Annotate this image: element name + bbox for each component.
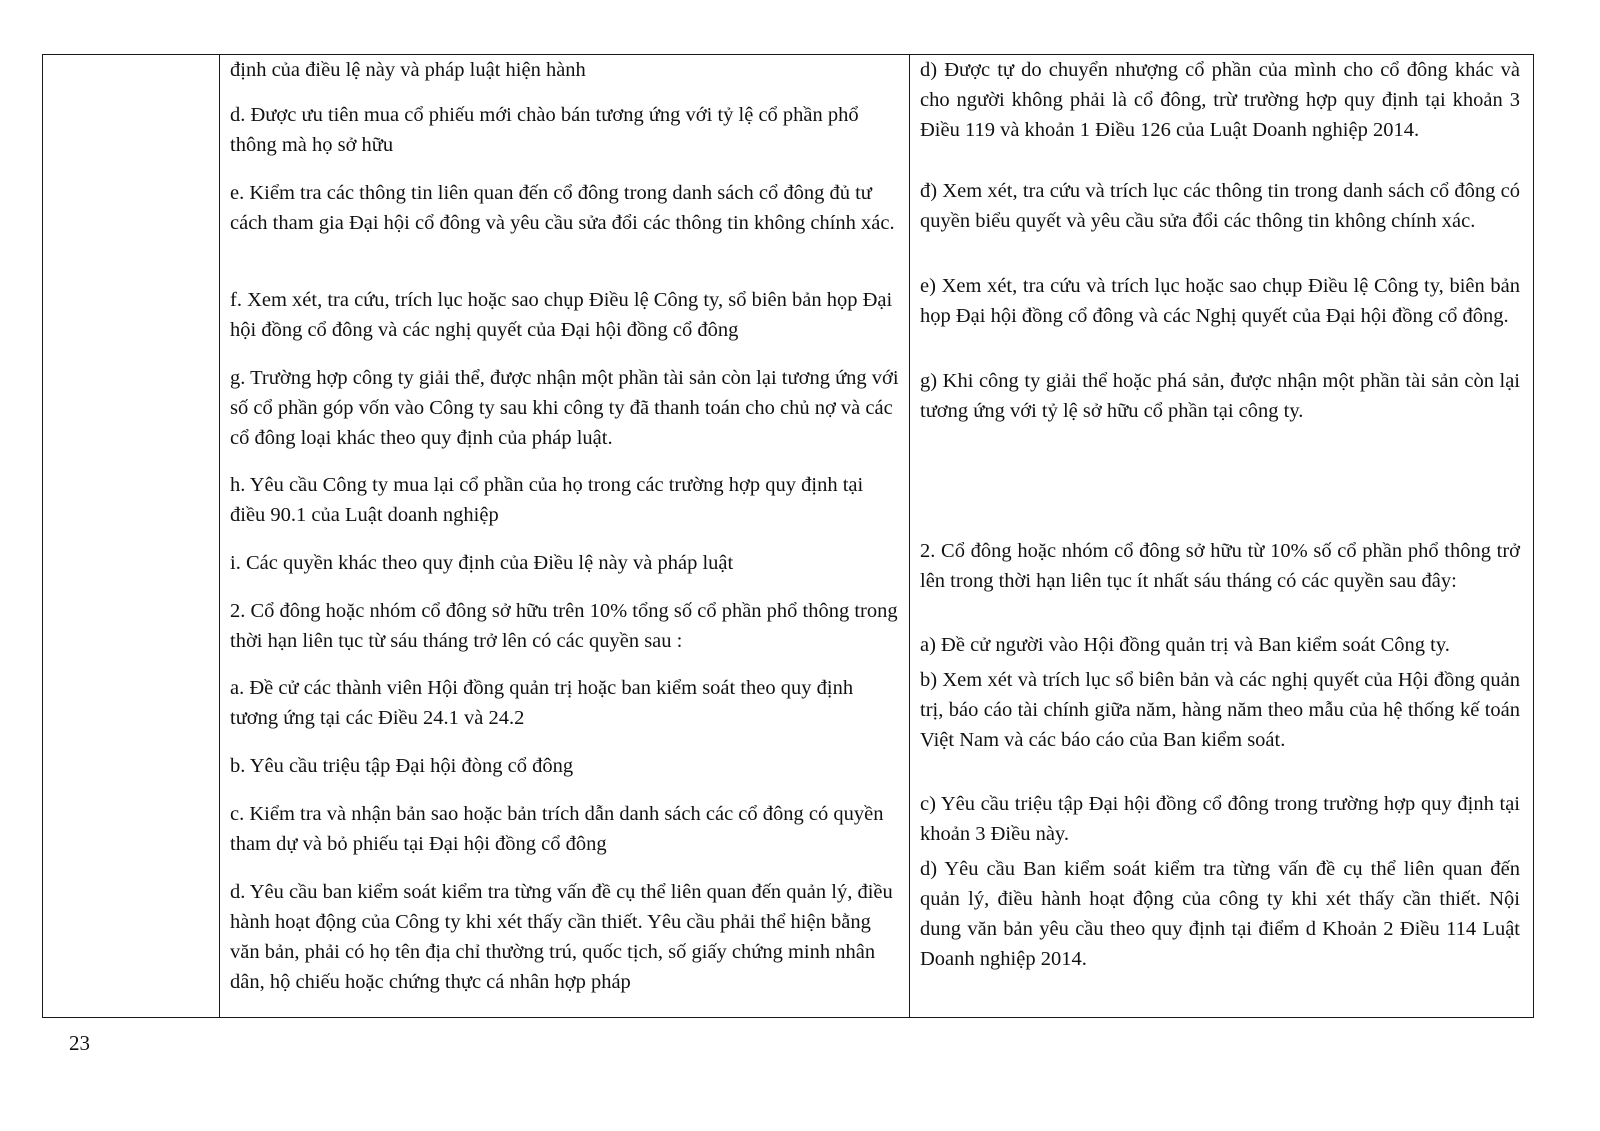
right-paragraph: d) Yêu cầu Ban kiểm soát kiểm tra từng vấn đề cụ thể liên quan đến quản lý, điều hành hoạt động của công ty khi xét thấy cần thiết. Nội dung văn bản yêu cầu theo quy định tại điểm d Khoản 2 Điều 114 Luật Doanh nghiệp 2014. [920,858,1520,970]
left-paragraph: f. Xem xét, tra cứu, trích lục hoặc sao chụp Điều lệ Công ty, sổ biên bản họp Đại hội đồng cổ đông và các nghị quyết của Đại hội đồng cổ đông [230,289,893,341]
left-paragraph: c. Kiểm tra và nhận bản sao hoặc bản trích dẫn danh sách các cổ đông có quyền tham dự và bỏ phiếu tại Đại hội đồng cổ đông [230,803,884,855]
left-paragraph: d. Yêu cầu ban kiểm soát kiểm tra từng vấn đề cụ thể liên quan đến quản lý, điều hành hoạt động của Công ty khi xét thấy cần thiết. Yêu cầu phải thể hiện bằng văn bản, phải có họ tên địa chỉ thường trú, quốc tịch, số giấy chứng minh nhân dân, hộ chiếu hoặc chứng thực cá nhân hợp pháp [230,881,893,993]
document-table [42,54,1534,1018]
right-paragraph: g) Khi công ty giải thể hoặc phá sản, được nhận một phần tài sản còn lại tương ứng với tỷ lệ sở hữu cổ phần tại công ty. [920,370,1520,422]
page-number: 23 [69,1031,90,1055]
left-paragraph: định của điều lệ này và pháp luật hiện hành [230,59,586,81]
right-paragraph: 2. Cổ đông hoặc nhóm cổ đông sở hữu từ 10% số cổ phần phổ thông trở lên trong thời hạn liên tục ít nhất sáu tháng có các quyền sau đây: [920,540,1520,592]
left-paragraph: h. Yêu cầu Công ty mua lại cổ phần của họ trong các trường hợp quy định tại điều 90.1 của Luật doanh nghiệp [230,474,864,526]
right-paragraph: e) Xem xét, tra cứu và trích lục hoặc sao chụp Điều lệ Công ty, biên bản họp Đại hội đồng cổ đông và các Nghị quyết của Đại hội đồng cổ đông. [920,275,1520,327]
left-paragraph: b. Yêu cầu triệu tập Đại hội đòng cổ đông [230,755,574,777]
left-paragraph: a. Đề cử các thành viên Hội đồng quản trị hoặc ban kiểm soát theo quy định tương ứng tại các Điều 24.1 và 24.2 [230,677,854,729]
left-paragraph: 2. Cổ đông hoặc nhóm cổ đông sở hữu trên 10% tổng số cổ phần phổ thông trong thời hạn liên tục từ sáu tháng trở lên có các quyền sau : [230,600,898,652]
table-first-column [43,55,220,1017]
right-paragraph: đ) Xem xét, tra cứu và trích lục các thông tin trong danh sách cổ đông có quyền biểu quyết và yêu cầu sửa đổi các thông tin không chính xác. [920,180,1520,232]
right-paragraph: a) Đề cử người vào Hội đồng quản trị và Ban kiểm soát Công ty. [920,634,1450,656]
left-paragraph: d. Được ưu tiên mua cổ phiếu mới chào bán tương ứng với tỷ lệ cổ phần phổ thông mà họ sở hữu [230,104,859,156]
left-paragraph: i. Các quyền khác theo quy định của Điều lệ này và pháp luật [230,552,734,574]
left-paragraph: g. Trường hợp công ty giải thể, được nhận một phần tài sản còn lại tương ứng với số cổ phần góp vốn vào Công ty sau khi công ty đã thanh toán cho chủ nợ và các cổ đông loại khác theo quy định của pháp luật. [230,367,899,449]
left-paragraph: e. Kiểm tra các thông tin liên quan đến cổ đông trong danh sách cổ đông đủ tư cách tham gia Đại hội cổ đông và yêu cầu sửa đổi các thông tin không chính xác. [230,182,895,234]
right-text-column [910,55,1533,1017]
right-paragraph: b) Xem xét và trích lục sổ biên bản và các nghị quyết của Hội đồng quản trị, báo cáo tài chính giữa năm, hàng năm theo mẫu của hệ thống kế toán Việt Nam và các báo cáo của Ban kiểm soát. [920,669,1520,751]
right-paragraph: d) Được tự do chuyển nhượng cổ phần của mình cho cổ đông khác và cho người không phải là cổ đông, trừ trường hợp quy định tại khoản 3 Điều 119 và khoản 1 Điều 126 của Luật Doanh nghiệp 2014. [920,59,1520,141]
right-paragraph: c) Yêu cầu triệu tập Đại hội đồng cổ đông trong trường hợp quy định tại khoản 3 Điều này. [920,793,1520,845]
left-text-column [220,55,910,1017]
